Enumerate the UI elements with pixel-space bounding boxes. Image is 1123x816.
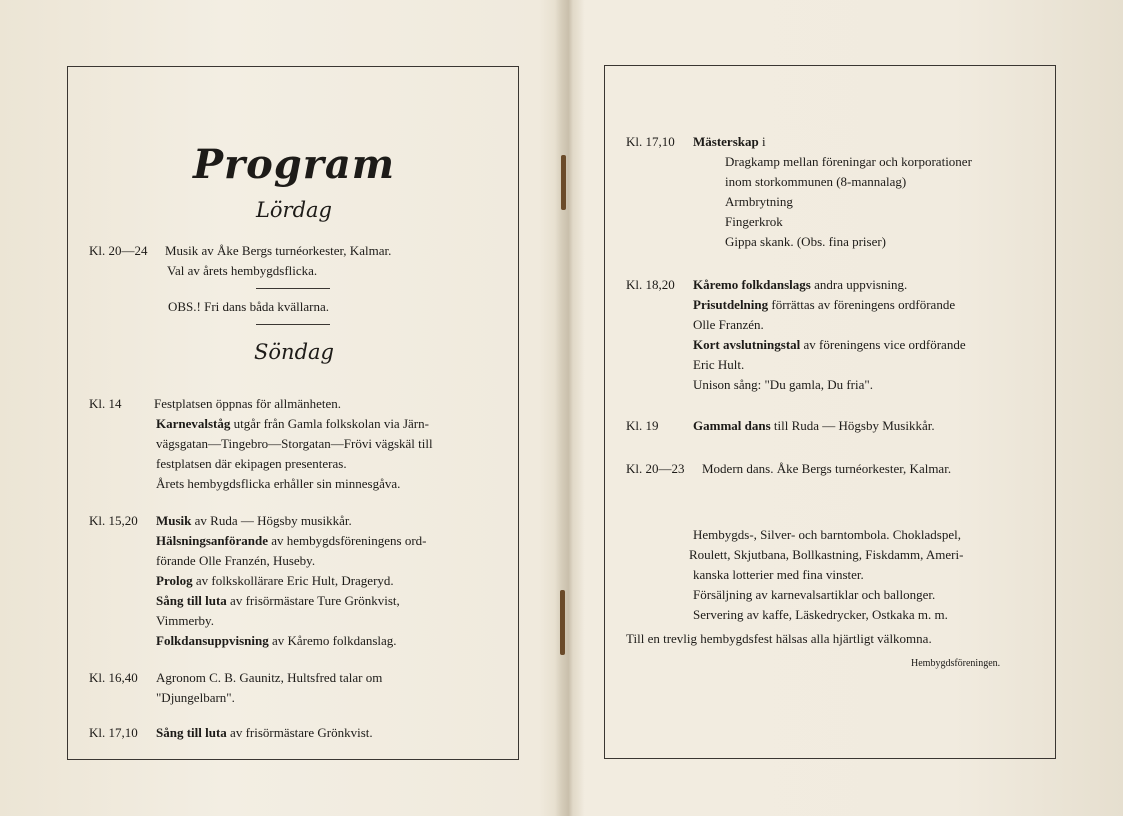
sunday-heading: Söndag [254,340,334,364]
event-line: Modern dans. Åke Bergs turnéorkester, Kalmar. [702,461,952,476]
sat-time: Kl. 20—24 [89,243,148,258]
event-time: Kl. 18,20 [626,277,675,292]
event-time: Kl. 19 [626,418,659,433]
event-line: Gammal dans till Ruda — Högsby Musikkår. [693,418,935,433]
event-line: inom storkommunen (8-mannalag) [725,174,907,189]
sat-line: Musik av Åke Bergs turnéorkester, Kalmar. [165,243,392,258]
event-time: Kl. 16,40 [89,670,138,685]
program-title: Program [192,141,396,188]
event-line: Olle Franzén. [693,317,764,332]
sat-line: Val av årets hembygdsflicka. [167,263,318,278]
event-line: Hälsningsanförande av hembygdsföreningens ord- [156,533,427,548]
event-line: Kåremo folkdanslags andra uppvisning. [693,277,908,292]
misc-line: kanska lotterier med fina vinster. [693,567,864,582]
event-line: Eric Hult. [693,357,745,372]
event-line: Mästerskap i [693,134,766,149]
misc-line: Roulett, Skjutbana, Bollkastning, Fiskdamm, Ameri- [689,547,964,562]
left-page-frame [67,66,519,760]
event-line: festplatsen där ekipagen presenteras. [156,456,347,471]
event-time: Kl. 17,10 [89,725,138,740]
event-line: Årets hembygdsflicka erhåller sin minnesgåva. [156,476,401,491]
closing-line: Till en trevlig hembygdsfest hälsas alla hjärtligt välkomna. [626,631,932,646]
misc-line: Servering av kaffe, Läskedrycker, Ostkaka m. m. [693,607,948,622]
event-line: Sång till luta av frisörmästare Grönkvist. [156,725,373,740]
misc-line: Försäljning av karnevalsartiklar och ballonger. [693,587,936,602]
signature: Hembygdsföreningen. [911,658,1001,669]
event-line: Prolog av folkskollärare Eric Hult, Drageryd. [156,573,394,588]
saturday-heading: Lördag [255,198,333,222]
event-line: Prisutdelning förrättas av föreningens ordförande [693,297,956,312]
divider [256,324,330,325]
event-line: Gippa skank. (Obs. fina priser) [725,234,887,249]
event-line: Musik av Ruda — Högsby musikkår. [156,513,352,528]
event-line: Dragkamp mellan föreningar och korporationer [725,154,972,169]
event-line: "Djungelbarn". [156,690,235,705]
event-line: Armbrytning [725,194,793,209]
event-line: Karnevalståg utgår från Gamla folkskolan via Järn- [156,416,429,431]
event-line: Agronom C. B. Gaunitz, Hultsfred talar om [156,670,383,685]
event-line: Fingerkrok [725,214,783,229]
misc-line: Hembygds-, Silver- och barntombola. Chokladspel, [693,527,961,542]
divider [256,288,330,289]
staple-bottom [560,590,565,655]
staple-top [561,155,566,210]
event-time: Kl. 17,10 [626,134,675,149]
event-time: Kl. 20—23 [626,461,685,476]
event-line: Festplatsen öppnas för allmänheten. [154,396,342,411]
event-line: förande Olle Franzén, Huseby. [156,553,316,568]
event-line: Unison sång: "Du gamla, Du fria". [693,377,873,392]
event-line: vägsgatan—Tingebro—Storgatan—Frövi vägskäl till [156,436,433,451]
event-line: Kort avslutningstal av föreningens vice ordförande [693,337,966,352]
event-line: Folkdansuppvisning av Kåremo folkdanslag. [156,633,397,648]
event-time: Kl. 14 [89,396,122,411]
event-line: Vimmerby. [156,613,214,628]
center-fold [555,0,585,816]
event-line: Sång till luta av frisörmästare Ture Grönkvist, [156,593,400,608]
obs-note: OBS.! Fri dans båda kvällarna. [168,299,330,314]
event-time: Kl. 15,20 [89,513,138,528]
right-page-frame [604,65,1056,759]
